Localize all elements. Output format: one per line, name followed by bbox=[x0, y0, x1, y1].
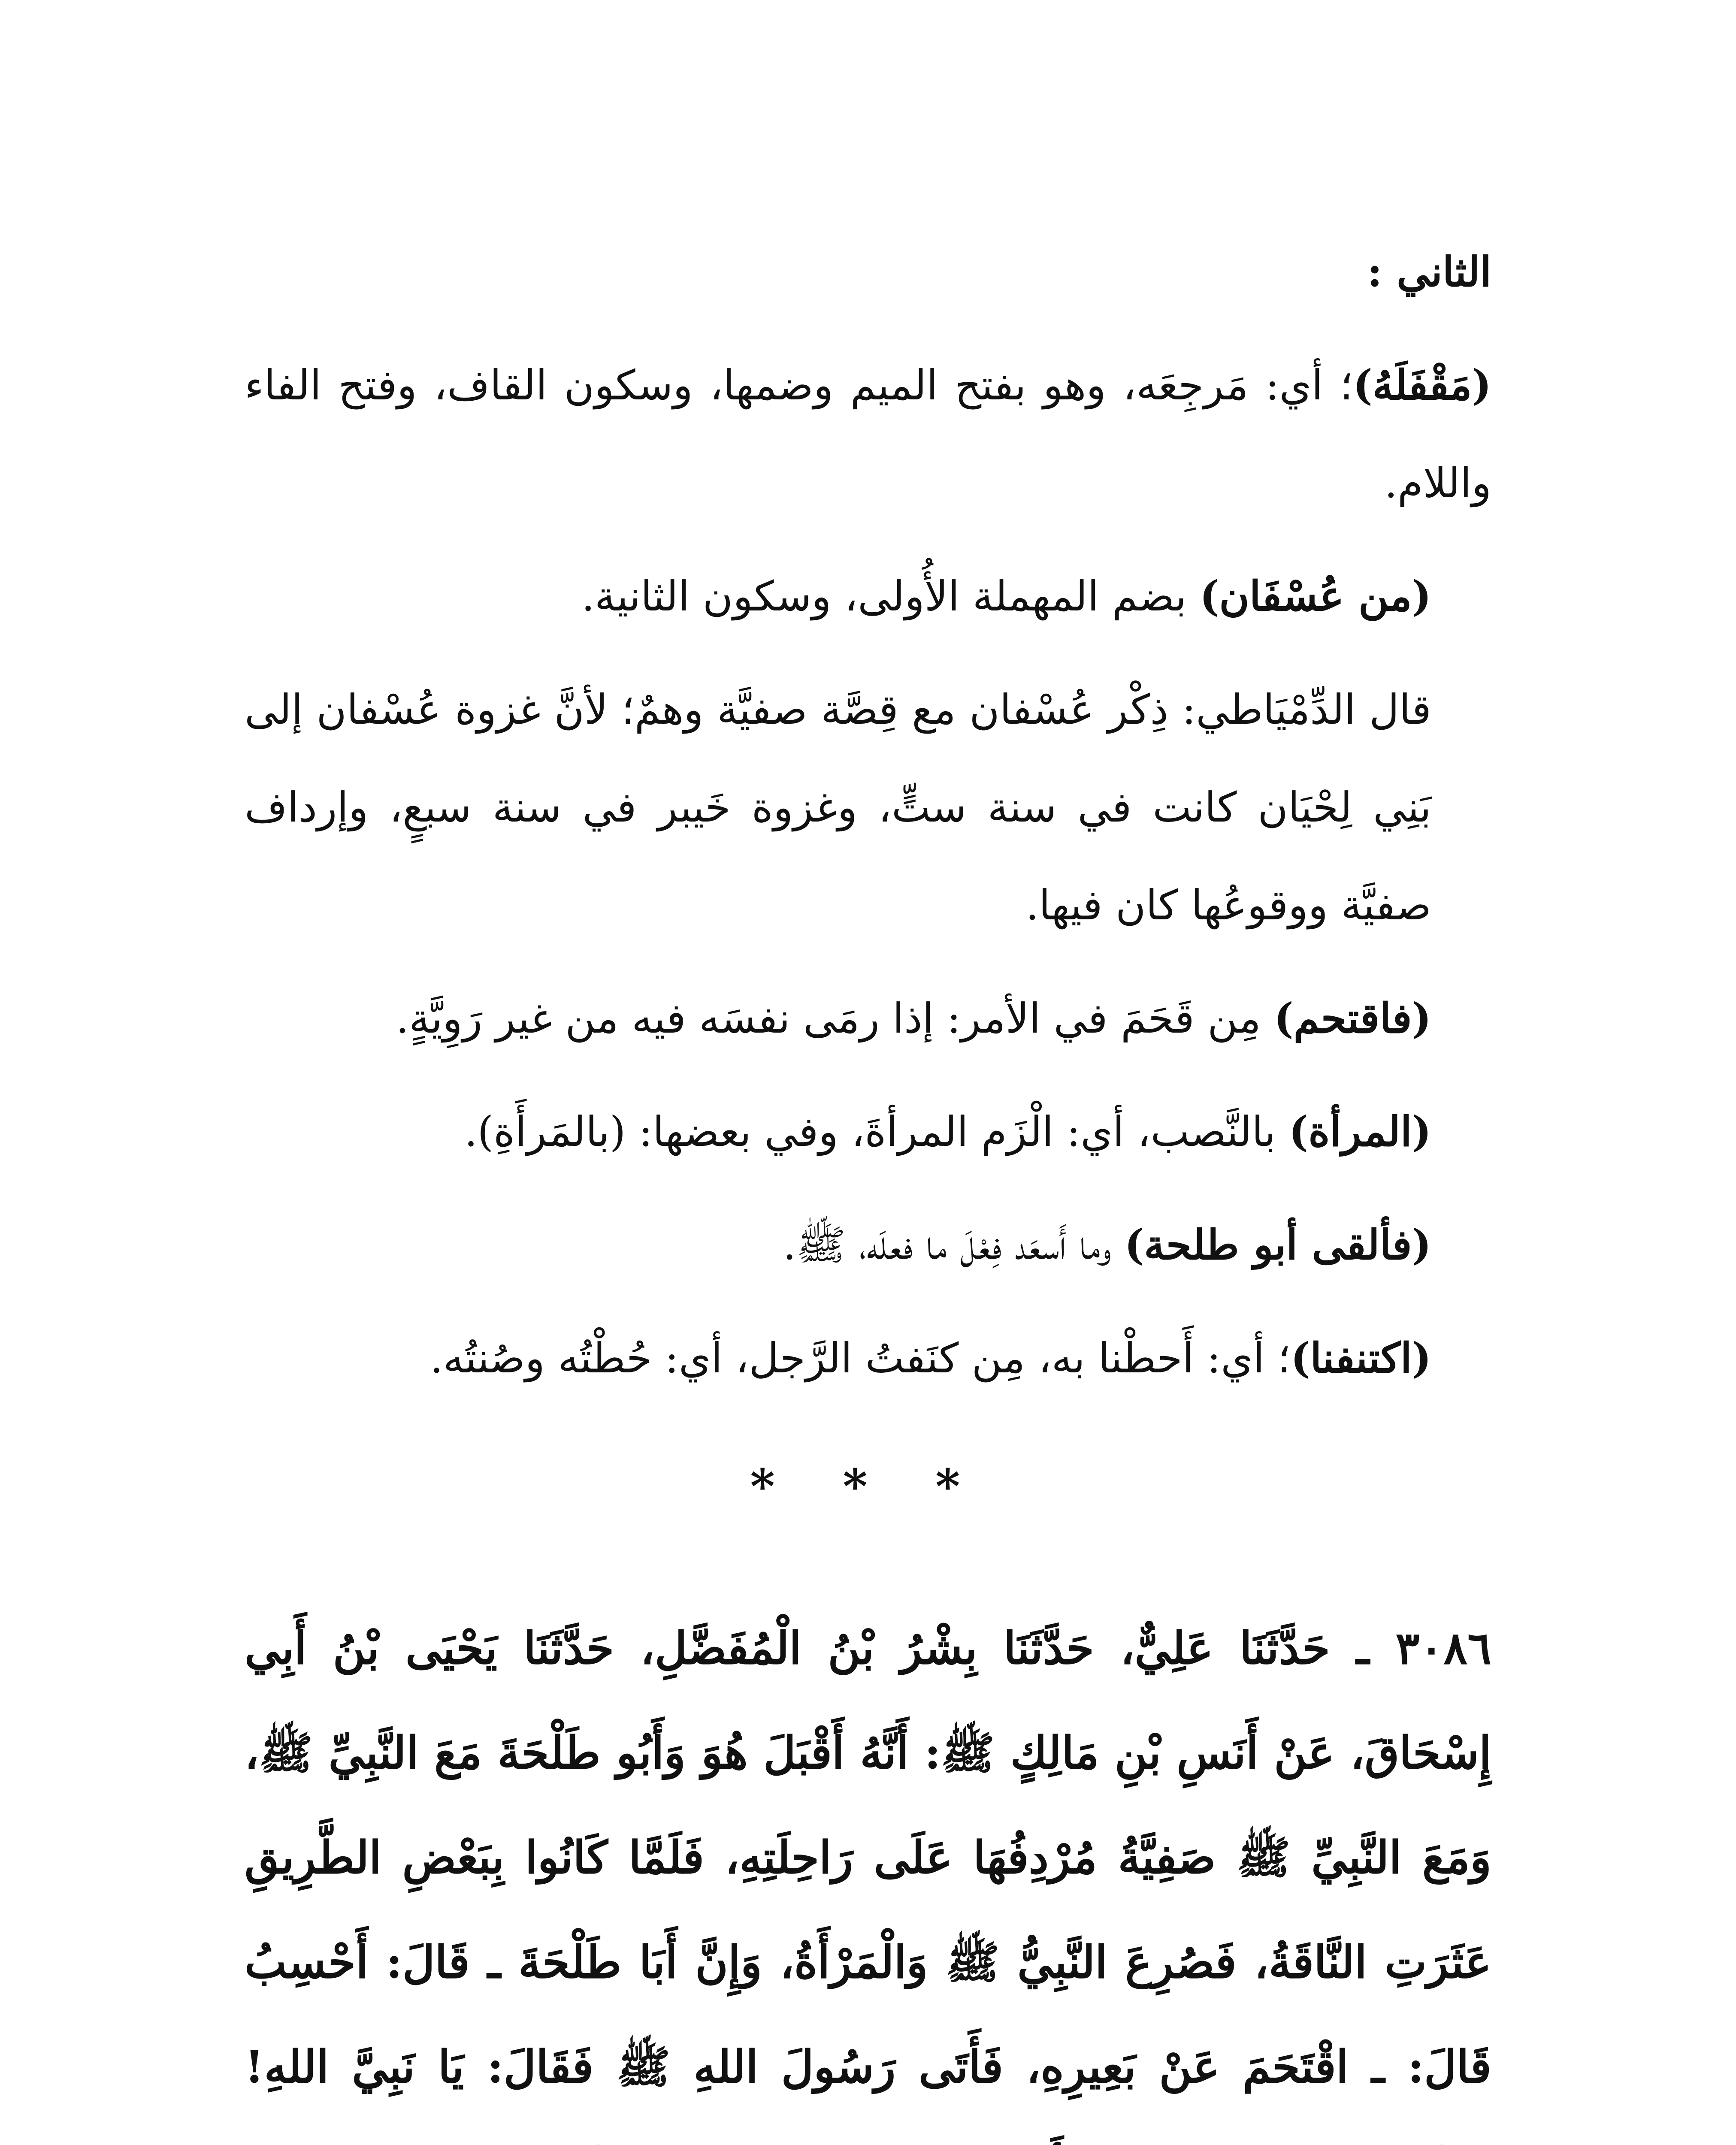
note-text: قال الدِّمْيَاطي: ذِكْر عُسْفان مع قِصَّة صفيَّة وهمٌ؛ لأنَّ غزوة عُسْفان إلى بَنِي لِحْيَان كانت في سنة ستٍّ، وغزوة خَيبر في سنة سبعٍ، وإرداف صفيَّة ووقوعُها كان فيها. bbox=[245, 686, 1432, 929]
hadith-section bbox=[245, 1596, 1491, 2145]
note-paragraph bbox=[245, 1309, 1431, 1407]
note-paragraph bbox=[245, 1083, 1431, 1181]
note-text: بالنَّصب، أي: الْزَم المرأةَ، وفي بعضها: (بالمَرأَةِ). bbox=[464, 1108, 1276, 1156]
note-text: ؛ أي: أَحطْنا به، مِن كنَفتُ الرَّجل، أي: حُطْتُه وصُنتُه. bbox=[430, 1334, 1291, 1382]
note-paragraph bbox=[245, 336, 1491, 532]
note-text: وما أَسعَد فِعْلَ ما فعلَه، ﷺ. bbox=[783, 1221, 1112, 1269]
commentary-section bbox=[245, 223, 1491, 1407]
note-text: مِن قَحَمَ في الأمر: إذا رمَى نفسَه فيه من غير رَوِيَّةٍ. bbox=[396, 994, 1261, 1042]
note-paragraph bbox=[245, 547, 1431, 645]
heading-text: الثاني : bbox=[1367, 248, 1491, 296]
section-separator: * * * bbox=[750, 1459, 986, 1514]
note-text: ؛ أي: مَرجِعَه، وهو بفتح الميم وضمها، وسكون القاف، وفتح الفاء واللام. bbox=[245, 361, 1491, 507]
note-term: (المرأة) bbox=[1288, 1107, 1431, 1156]
hadith-text: ٣٠٨٦ ـ حَدَّثَنَا عَلِيٌّ، حَدَّثَنَا بِشْرُ بْنُ الْمُفَضَّلِ، حَدَّثَنَا يَحْيَى بْنُ أَبِي إِسْحَاقَ، عَنْ أَنَسِ بْنِ مَالِكٍ ﷺ: أَنَّهُ أَقْبَلَ هُوَ وَأَبُو طَلْحَةَ مَعَ النَّبِيِّ ﷺ، وَمَعَ النَّبِيِّ ﷺ صَفِيَّةُ مُرْدِفُهَا عَلَى رَاحِلَتِهِ، فَلَمَّا كَانُوا بِبَعْضِ الطَّرِيقِ عَثَرَتِ النَّاقَةُ، فَصُرِعَ النَّبِيُّ ﷺ وَالْمَرْأَةُ، وَإِنَّ أَبَا طَلْحَةَ ـ قَالَ: أَحْسِبُ قَالَ: ـ اقْتَحَمَ عَنْ بَعِيرِهِ، فَأَتَى رَسُولَ اللهِ ﷺ فَقَالَ: يَا نَبِيَّ اللهِ! bbox=[245, 1622, 1491, 2093]
note-term: (فاقتحم) bbox=[1274, 994, 1431, 1042]
note-paragraph bbox=[245, 970, 1431, 1067]
note-term: (فألقى أبو طلحة) bbox=[1124, 1221, 1431, 1269]
note-term: (من عُسْفَان) bbox=[1200, 572, 1431, 620]
note-paragraph bbox=[245, 661, 1431, 954]
note-term: (مَقْفَلَهُ) bbox=[1353, 361, 1491, 409]
note-term: (اكتنفنا) bbox=[1291, 1334, 1431, 1382]
note-paragraph bbox=[245, 1196, 1431, 1294]
section-heading bbox=[245, 223, 1491, 321]
note-text: بضم المهملة الأُولى، وسكون الثانية. bbox=[581, 572, 1187, 620]
